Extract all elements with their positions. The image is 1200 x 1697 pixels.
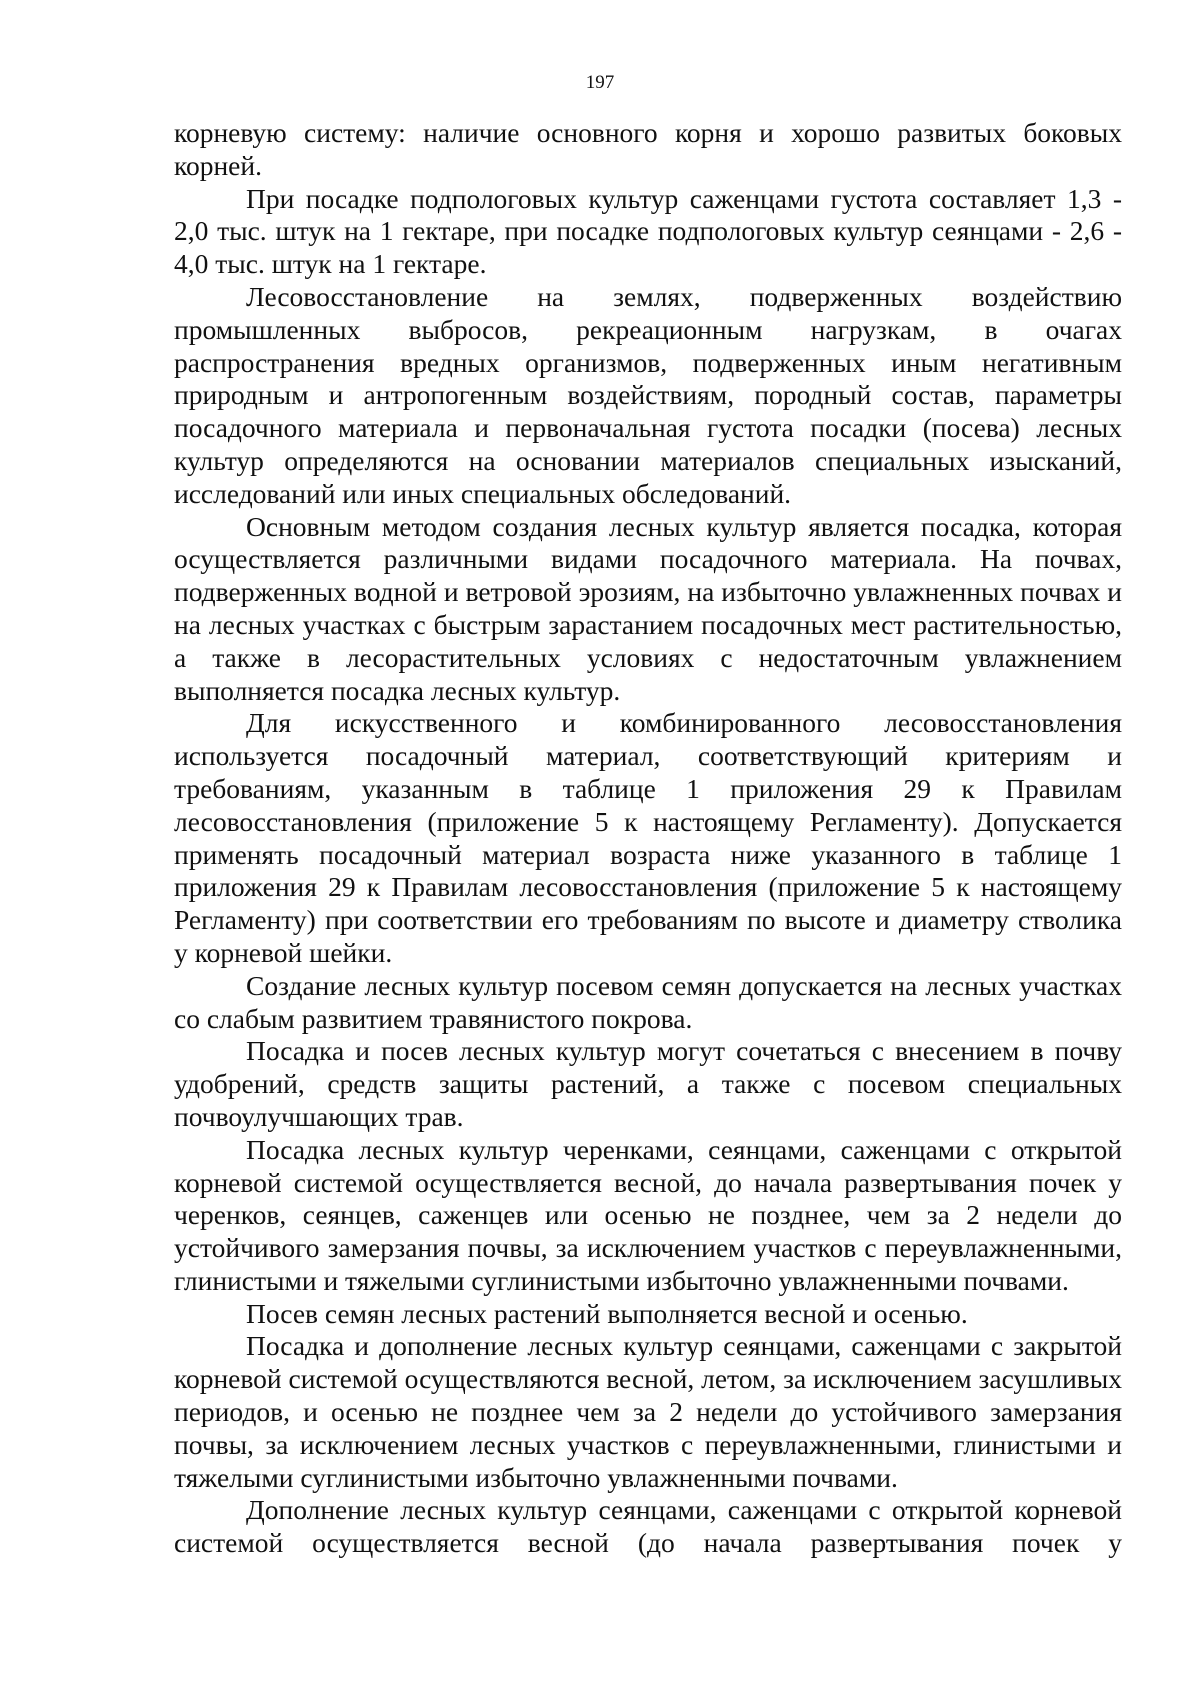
paragraph-seed-sowing: Создание лесных культур посевом семян допускается на лесных участках со слабым развитием травянистого покрова. <box>174 969 1122 1034</box>
paragraph-open-root-planting-season: Посадка лесных культур черенками, сеянцами, саженцами с открытой корневой системой осуществляется весной, до начала развертывания почек у черенков, сеянцев, саженцев или осенью не позднее, чем за 2 недели до устойчивого замерзания почвы, за исключением участков с переувлажненными, глинистыми и тяжелыми суглинистыми избыточно увлажненными почвами. <box>174 1133 1122 1296</box>
page-number: 197 <box>585 72 615 93</box>
paragraph-main-planting-method: Основным методом создания лесных культур является посадка, которая осуществляется различными видами посадочного материала. На почвах, подверженных водной и ветровой эрозиям, на избыточно увлажненных почвах и на лесных участках с быстрым зарастанием посадочных мест растительностью, а также в лесорастительных условиях с недостаточным увлажнением выполняется посадка лесных культур. <box>174 510 1122 706</box>
document-body <box>174 117 1122 1560</box>
paragraph-planting-material-requirements: Для искусственного и комбинированного лесовосстановления используется посадочный материал, соответствующий критериям и требованиям, указанным в таблице 1 приложения 29 к Правилам лесовосстановления (приложение 5 к настоящему Регламенту). Допускается применять посадочный материал возраста ниже указанного в таблице 1 приложения 29 к Правилам лесовосстановления (приложение 5 к настоящему Регламенту) при соответствии его требованиям по высоте и диаметру стволика у корневой шейки. <box>174 707 1122 968</box>
paragraph-sowing-season: Посев семян лесных растений выполняется весной и осенью. <box>246 1297 968 1329</box>
paragraph-supplementing-open-root: Дополнение лесных культур сеянцами, саженцами с открытой корневой системой осуществляется весной (до начала развертывания почек у <box>174 1494 1122 1559</box>
paragraph-continuation-root-system: корневую систему: наличие основного корня и хорошо развитых боковых корней. <box>174 117 1122 181</box>
paragraph-closed-root-planting-season: Посадка и дополнение лесных культур сеянцами, саженцами с закрытой корневой системой осуществляются весной, летом, за исключением засушливых периодов, и осенью не позднее чем за 2 недели до устойчивого замерзания почвы, за исключением лесных участков с переувлажненными, глинистыми и тяжелыми суглинистыми избыточно увлажненными почвами. <box>174 1330 1122 1493</box>
paragraph-fertilizers: Посадка и посев лесных культур могут сочетаться с внесением в почву удобрений, средств защиты растений, а также с посевом специальных почвоулучшающих трав. <box>174 1035 1122 1132</box>
paragraph-underplanting-density: При посадке подпологовых культур саженцами густота составляет 1,3 - 2,0 тыс. штук на 1 гектаре, при посадке подпологовых культур сеянцами - 2,6 - 4,0 тыс. штук на 1 гектаре. <box>174 182 1122 280</box>
paragraph-reforestation-affected-lands: Лесовосстановление на землях, подверженных воздействию промышленных выбросов, рекреационным нагрузкам, в очагах распространения вредных организмов, подверженных иным негативным природным и антропогенным воздействиям, породный состав, параметры посадочного материала и первоначальная густота посадки (посева) лесных культур определяются на основании материалов специальных изысканий, исследований или иных специальных обследований. <box>174 280 1122 509</box>
